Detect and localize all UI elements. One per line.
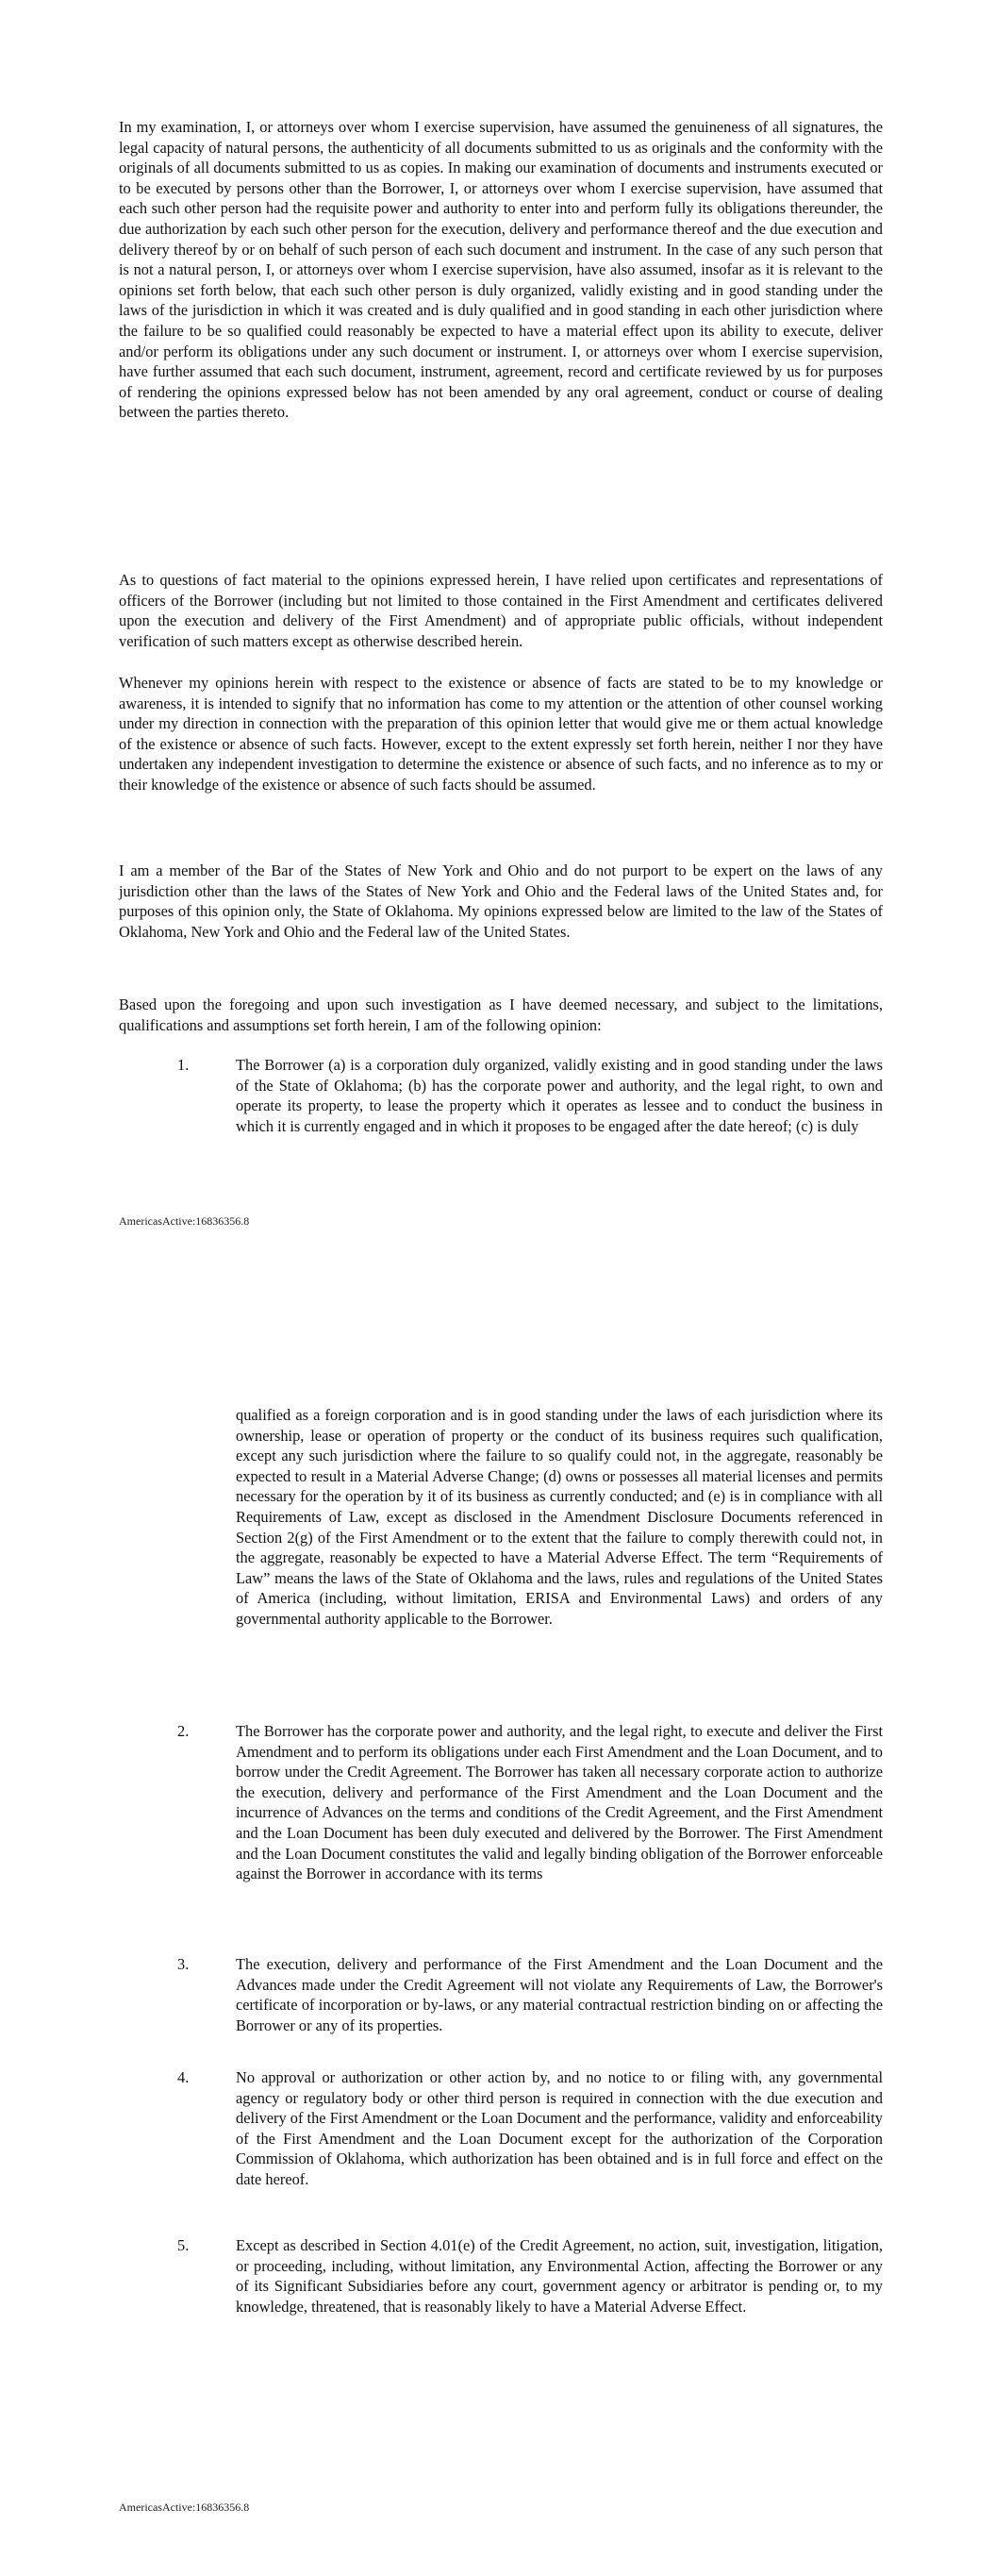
document-page-2 (0, 1288, 995, 2576)
list-text: The Borrower has the corporate power and authority, and the legal right, to execute and deliver the First Amendment and to perform its obligations under each First Amendment and the Loan Document, and to borrow under the Credit Agreement. The Borrower has taken all necessary corporate action to authorize the execution, delivery and performance of the First Amendment and the Loan Document and the incurrence of Advances on the terms and conditions of the Credit Agreement, and the First Amendment and the Loan Document has been duly executed and delivered by the Borrower. The First Amendment and the Loan Document constitutes the valid and legally binding obligation of the Borrower enforceable against the Borrower in accordance with its terms (236, 1722, 883, 1883)
paragraph-reliance-on-certificates: As to questions of fact material to the opinions expressed herein, I have relied upon certificates and representations of officers of the Borrower (including but not limited to those contained in the First Amendment and certificates delivered upon the execution and delivery of the First Amendment) and of appropriate public officials, without independent verification of such matters except as otherwise described herein. (119, 571, 883, 650)
paragraph-bar-membership: I am a member of the Bar of the States of New York and Ohio and do not purport to be expert on the laws of any jurisdiction other than the laws of the States of New York and Ohio and the Federal laws of the United States and, for purposes of this opinion only, the State of Oklahoma. My opinions expressed below are limited to the law of the States of Oklahoma, New York and Ohio and the Federal law of the United States. (119, 861, 883, 941)
list-number: 3. (177, 1955, 190, 1973)
list-number: 4. (177, 2068, 190, 2086)
list-text: The Borrower (a) is a corporation duly organized, validly existing and in good standing under the laws of the State of Oklahoma; (b) has the corporate power and authority, and the legal right, to own and operate its property, to lease the property which it operates as lessee and to conduct the business in which it is currently engaged and in which it proposes to be engaged after the date hereof; (c) is duly (236, 1056, 883, 1135)
list-text: Except as described in Section 4.01(e) of the Credit Agreement, no action, suit, investigation, litigation, or proceeding, including, without limitation, any Environmental Action, affecting the Borrower or any of its Significant Subsidiaries before any court, government agency or arbitrator is pending or, to my knowledge, threatened, that is reasonably likely to have a Material Adverse Effect. (236, 2236, 883, 2316)
paragraph-knowledge-qualification: Whenever my opinions herein with respect to the existence or absence of facts are stated to be to my knowledge or awareness, it is intended to signify that no information has come to my attention or the attention of other counsel working under my direction in connection with the preparation of this opinion letter that would give me or them actual knowledge of the existence or absence of such facts. However, except to the extent expressly set forth herein, neither I nor they have undertaken any independent investigation to determine the existence or absence of such facts, and no inference as to my or their knowledge of the existence or absence of such facts should be assumed. (119, 674, 883, 794)
paragraph-assumptions: In my examination, I, or attorneys over whom I exercise supervision, have assumed the genuineness of all signatures, the legal capacity of natural persons, the authenticity of all documents submitted to us as originals and the conformity with the originals of all documents submitted to us as copies. In making our examination of documents and instruments executed or to be executed by persons other than the Borrower, I, or attorneys over whom I exercise supervision, have assumed that each such other person had the requisite power and authority to enter into and perform fully its obligations thereunder, the due authorization by each such other person for the execution, delivery and performance thereof and the due execution and delivery thereof by or on behalf of such person of each such document and instrument. In the case of any such person that is not a natural person, I, or attorneys over whom I exercise supervision, have also assumed, insofar as it is relevant to the opinions set forth below, that each such other person is duly organized, validly existing and in good standing under the laws of the jurisdiction in which it was created and is duly qualified and in good standing in each other jurisdiction where the failure to be so qualified could reasonably be expected to have a material effect upon its ability to execute, deliver and/or perform its obligations under any such document or instrument. I, or attorneys over whom I exercise supervision, have further assumed that each such document, instrument, agreement, record and certificate reviewed by us for purposes of rendering the opinions expressed below has not been amended by any oral agreement, conduct or course of dealing between the parties thereto. (119, 118, 883, 422)
list-number: 5. (177, 2236, 190, 2254)
list-number: 1. (177, 1056, 190, 1074)
list-number: 2. (177, 1722, 190, 1740)
list-text: No approval or authorization or other action by, and no notice to or filing with, any governmental agency or regulatory body or other third person is required in connection with the due execution and delivery of the First Amendment or the Loan Document and the performance, validity and enforceability of the First Amendment and the Loan Document except for the authorization of the Corporation Commission of Oklahoma, which authorization has been obtained and is in full force and effect on the date hereof. (236, 2068, 883, 2188)
paragraph-opinion-intro: Based upon the foregoing and upon such investigation as I have deemed necessary, and subject to the limitations, qualifications and assumptions set forth herein, I am of the following opinion: (119, 995, 883, 1034)
page-footer-docid: AmericasActive:16836356.8 (119, 1214, 250, 1228)
page-footer-docid: AmericasActive:16836356.8 (119, 2501, 250, 2514)
list-text: qualified as a foreign corporation and is in good standing under the laws of each jurisdiction where its ownership, lease or operation of property or the conduct of its business requires such qualification, except any such jurisdiction where the failure to so qualify could not, in the aggregate, reasonably be expected to result in a Material Adverse Change; (d) owns or possesses all material licenses and permits necessary for the operation by it of its business as currently conducted; and (e) is in compliance with all Requirements of Law, except as disclosed in the Amendment Disclosure Documents referenced in Section 2(g) of the First Amendment or to the extent that the failure to comply therewith could not, in the aggregate, reasonably be expected to have a Material Adverse Effect. The term “Requirements of Law” means the laws of the State of Oklahoma and the laws, rules and regulations of the United States of America (including, without limitation, ERISA and Environmental Laws) and orders of any governmental authority applicable to the Borrower. (236, 1406, 883, 1628)
list-text: The execution, delivery and performance of the First Amendment and the Loan Document and the Advances made under the Credit Agreement will not violate any Requirements of Law, the Borrower's certificate of incorporation or by-laws, or any material contractual restriction binding on or affecting the Borrower or any of its properties. (236, 1955, 883, 2034)
